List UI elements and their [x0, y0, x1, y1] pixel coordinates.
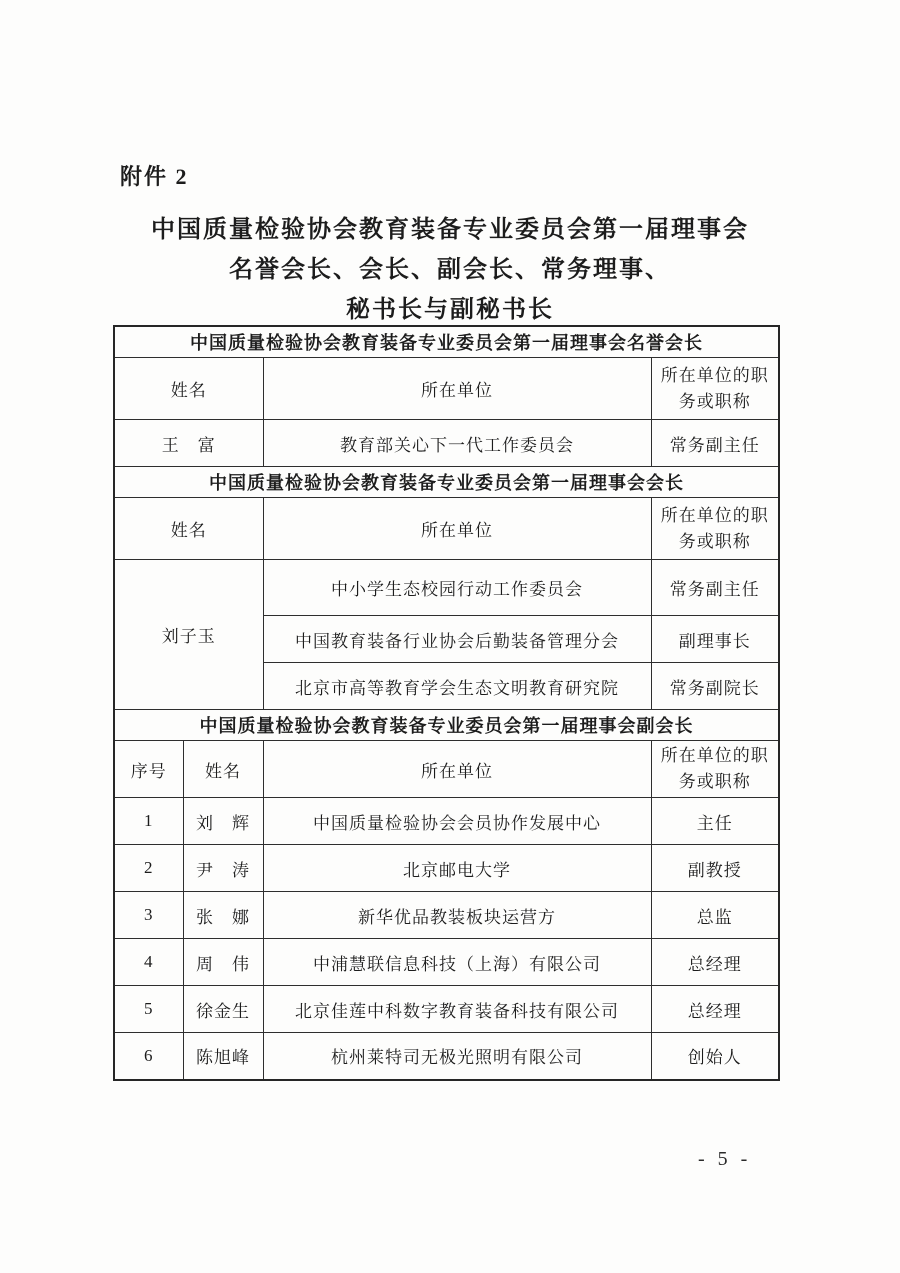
col-header-name: 姓名 [114, 358, 263, 420]
index-cell: 3 [114, 892, 183, 939]
col-header-role: 所在单位的职务或职称 [651, 498, 779, 560]
attachment-label: 附件 2 [120, 164, 189, 189]
org-cell: 中小学生态校园行动工作委员会 [263, 560, 651, 616]
index-cell: 6 [114, 1033, 183, 1080]
section-title: 中国质量检验协会教育装备专业委员会第一届理事会副会长 [114, 710, 779, 741]
table-row [114, 986, 779, 1033]
table-row [114, 560, 779, 616]
table-row [114, 892, 779, 939]
document-title [0, 210, 900, 330]
name-cell: 刘子玉 [114, 560, 263, 710]
index-cell: 2 [114, 845, 183, 892]
table-row [114, 420, 779, 467]
table-row [114, 845, 779, 892]
col-header-org: 所在单位 [263, 498, 651, 560]
table-row [114, 1033, 779, 1080]
name-cell: 陈旭峰 [183, 1033, 263, 1080]
org-cell: 中国质量检验协会会员协作发展中心 [263, 798, 651, 845]
name-cell: 刘 辉 [183, 798, 263, 845]
col-header-name: 姓名 [183, 741, 263, 798]
role-cell: 常务副主任 [651, 560, 779, 616]
org-cell: 北京市高等教育学会生态文明教育研究院 [263, 663, 651, 710]
role-cell: 总监 [651, 892, 779, 939]
org-cell: 教育部关心下一代工作委员会 [263, 420, 651, 467]
col-header-role: 所在单位的职务或职称 [651, 358, 779, 420]
org-cell: 北京邮电大学 [263, 845, 651, 892]
name-cell: 尹 涛 [183, 845, 263, 892]
role-cell: 创始人 [651, 1033, 779, 1080]
org-cell: 中浦慧联信息科技（上海）有限公司 [263, 939, 651, 986]
col-header-role: 所在单位的职务或职称 [651, 741, 779, 798]
section-title: 中国质量检验协会教育装备专业委员会第一届理事会会长 [114, 467, 779, 498]
title-line-3: 秘书长与副秘书长 [346, 297, 554, 323]
role-cell: 主任 [651, 798, 779, 845]
section-header-vice-president [114, 710, 779, 741]
name-cell: 王 富 [114, 420, 263, 467]
name-cell: 张 娜 [183, 892, 263, 939]
role-cell: 副教授 [651, 845, 779, 892]
title-line-1: 中国质量检验协会教育装备专业委员会第一届理事会 [151, 217, 749, 243]
index-cell: 1 [114, 798, 183, 845]
name-cell: 徐金生 [183, 986, 263, 1033]
table-row [114, 939, 779, 986]
column-header-row [114, 358, 779, 420]
org-cell: 北京佳莲中科数字教育装备科技有限公司 [263, 986, 651, 1033]
org-cell: 新华优品教装板块运营方 [263, 892, 651, 939]
page-number: - 5 - [698, 1148, 752, 1170]
col-header-org: 所在单位 [263, 741, 651, 798]
section-header-president [114, 467, 779, 498]
role-cell: 总经理 [651, 939, 779, 986]
title-line-2: 名誉会长、会长、副会长、常务理事、 [229, 257, 671, 283]
name-cell: 周 伟 [183, 939, 263, 986]
col-header-name: 姓名 [114, 498, 263, 560]
col-header-org: 所在单位 [263, 358, 651, 420]
section-title: 中国质量检验协会教育装备专业委员会第一届理事会名誉会长 [114, 326, 779, 358]
role-cell: 总经理 [651, 986, 779, 1033]
section-header-honorary-president [114, 326, 779, 358]
role-cell: 副理事长 [651, 616, 779, 663]
org-cell: 杭州莱特司无极光照明有限公司 [263, 1033, 651, 1080]
column-header-row [114, 498, 779, 560]
index-cell: 5 [114, 986, 183, 1033]
roster-table [113, 325, 780, 1081]
index-cell: 4 [114, 939, 183, 986]
org-cell: 中国教育装备行业协会后勤装备管理分会 [263, 616, 651, 663]
column-header-row [114, 741, 779, 798]
col-header-index: 序号 [114, 741, 183, 798]
role-cell: 常务副院长 [651, 663, 779, 710]
table-row [114, 798, 779, 845]
role-cell: 常务副主任 [651, 420, 779, 467]
